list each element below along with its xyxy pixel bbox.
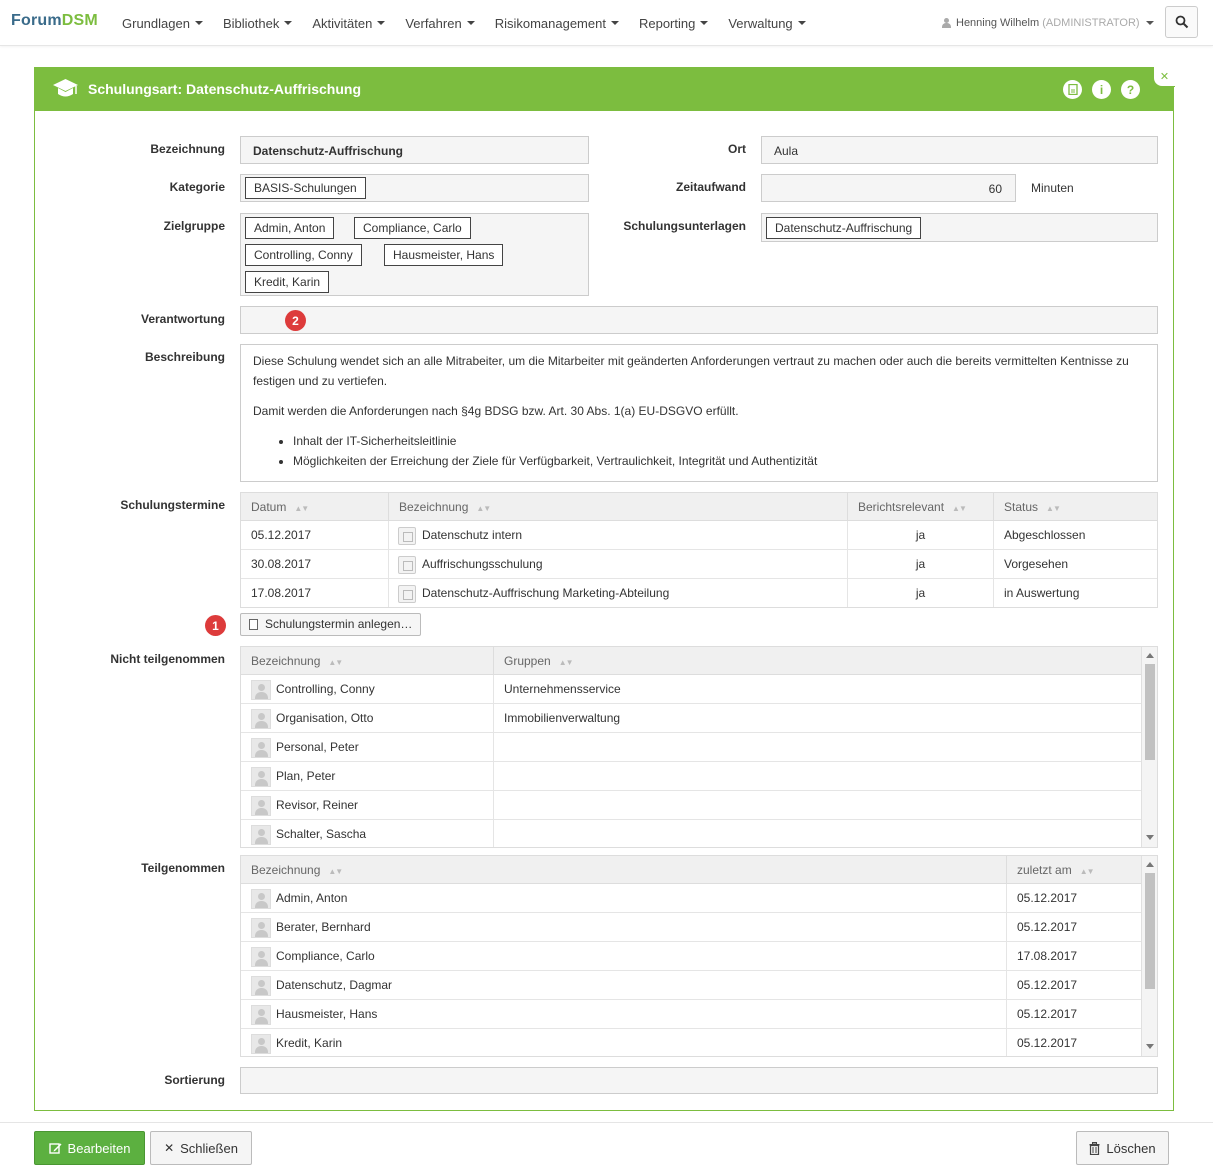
column-header-gruppen[interactable]: Gruppen ▲▼ — [494, 647, 1141, 675]
table-row[interactable] — [241, 550, 1158, 579]
user-role: (ADMINISTRATOR) — [1042, 17, 1140, 29]
help-icon[interactable]: ? — [1121, 80, 1140, 99]
cell-status: Vorgesehen — [1004, 557, 1069, 571]
training-date-icon — [398, 527, 416, 545]
bezeichnung-label: Bezeichnung — [150, 142, 225, 156]
scroll-up-icon[interactable] — [1146, 653, 1154, 658]
cell-bezeichnung: Datenschutz intern — [389, 521, 848, 550]
person-icon — [251, 767, 271, 787]
table-row[interactable] — [241, 820, 1141, 848]
file-icon — [249, 619, 258, 630]
vertical-scrollbar[interactable] — [1141, 856, 1157, 1056]
scroll-up-icon[interactable] — [1146, 862, 1154, 867]
scroll-thumb[interactable] — [1145, 873, 1155, 989]
cell-gruppen: Immobilienverwaltung — [504, 711, 621, 725]
sort-icon: ▲▼ — [328, 658, 343, 667]
bezeichnung-value: Datenschutz-Auffrischung — [253, 144, 403, 158]
column-header-bezeichnung[interactable]: Bezeichnung ▲▼ — [241, 856, 1007, 884]
cell-bezeichnung: Hausmeister, Hans — [241, 1000, 1007, 1029]
table-row[interactable] — [241, 1029, 1141, 1057]
cell-datum: 30.08.2017 — [241, 550, 389, 579]
zielgruppe-tag[interactable]: Hausmeister, Hans — [384, 244, 503, 266]
caret-down-icon — [467, 21, 475, 25]
column-header-bezeichnung[interactable]: Bezeichnung ▲▼ — [241, 647, 494, 675]
cell-bezeichnung: Kredit, Karin — [241, 1029, 1007, 1057]
cell-bezeichnung: Personal, Peter — [241, 733, 494, 762]
beschreibung-label: Beschreibung — [144, 350, 225, 364]
list-item: • Möglichkeiten der Erreichung der Ziele für Verfügbarkeit, Vertraulichkeit, Integrität und Authentizität — [293, 451, 1145, 471]
nicht-label: Nicht teilgenommen — [110, 652, 225, 666]
cell-gruppen — [494, 762, 1141, 791]
table-header — [241, 647, 1141, 675]
caret-down-icon — [1146, 21, 1154, 25]
graduation-cap-icon — [52, 78, 79, 100]
person-icon — [251, 709, 271, 729]
beschreibung-paragraph: Damit werden die Anforderungen nach §4g BDSG bzw. Art. 30 Abs. 1(a) EU-DSGVO erfüllt. — [253, 404, 739, 418]
cell-datum: 17.08.2017 — [241, 579, 389, 608]
termine-label: Schulungstermine — [120, 498, 225, 512]
cell-bezeichnung: Schalter, Sascha — [241, 820, 494, 848]
zeitaufwand-unit: Minuten — [1031, 181, 1074, 195]
column-header-datum[interactable]: Datum ▲▼ — [241, 493, 389, 521]
column-header-bezeichnung[interactable]: Bezeichnung ▲▼ — [389, 493, 848, 521]
cell-berichtsrelevant: ja — [848, 579, 994, 608]
cell-zuletzt-am: 05.12.2017 — [1017, 920, 1078, 934]
nav-risikomanagement[interactable]: Risikomanagement — [485, 0, 629, 46]
training-date-icon — [398, 556, 416, 574]
table-row[interactable] — [241, 884, 1141, 913]
main-nav — [112, 0, 816, 46]
sort-icon: ▲▼ — [476, 504, 491, 513]
ort-value: Aula — [774, 144, 799, 158]
cell-datum: 05.12.2017 — [241, 521, 389, 550]
unterlagen-label: Schulungsunterlagen — [623, 219, 746, 233]
table-row[interactable] — [241, 791, 1141, 820]
caret-down-icon — [195, 21, 203, 25]
brand-logo[interactable]: ForumDSM — [11, 12, 98, 29]
beschreibung-paragraph: Diese Schulung wendet sich an alle Mitrabeiter, um die Mitarbeiter mit geänderten Anforderungen vertraut zu machen oder auch die bereits vermittelten Kentnisse zu festigen und zu vertiefen. — [253, 354, 1129, 388]
cell-bezeichnung: Datenschutz, Dagmar — [241, 971, 1007, 1000]
kategorie-field — [240, 174, 589, 202]
cell-bezeichnung: Plan, Peter — [241, 762, 494, 791]
cell-bezeichnung: Organisation, Otto — [241, 704, 494, 733]
scroll-thumb[interactable] — [1145, 664, 1155, 760]
sortierung-field — [240, 1067, 1158, 1094]
beschreibung-list — [293, 431, 1145, 471]
person-icon — [251, 825, 271, 845]
zielgruppe-tag[interactable]: Controlling, Conny — [245, 244, 362, 266]
zielgruppe-tag[interactable]: Admin, Anton — [245, 217, 334, 239]
cell-zuletzt-am: 05.12.2017 — [1017, 1007, 1078, 1021]
cell-bezeichnung: Datenschutz-Auffrischung Marketing-Abteilung — [389, 579, 848, 608]
teil-label: Teilgenommen — [141, 861, 225, 875]
person-icon — [251, 1034, 271, 1054]
list-item: • Inhalt der IT-Sicherheitsleitlinie — [293, 431, 1145, 451]
cell-gruppen — [494, 733, 1141, 762]
termine-table — [240, 492, 1158, 608]
add-termin-button[interactable]: Schulungstermin anlegen… — [240, 613, 421, 636]
edit-icon — [49, 1142, 62, 1155]
table-row[interactable] — [241, 704, 1141, 733]
sortierung-label: Sortierung — [164, 1073, 225, 1087]
cell-zuletzt-am: 05.12.2017 — [1017, 1036, 1078, 1050]
sort-icon: ▲▼ — [952, 504, 966, 513]
cell-gruppen — [494, 791, 1141, 820]
person-icon — [251, 918, 271, 938]
zielgruppe-field — [240, 213, 589, 296]
unterlagen-field — [761, 213, 1158, 242]
table-header — [241, 493, 1158, 521]
zielgruppe-tag[interactable]: Compliance, Carlo — [354, 217, 471, 239]
person-icon — [251, 738, 271, 758]
person-icon — [251, 1005, 271, 1025]
cell-zuletzt-am: 17.08.2017 — [1017, 949, 1078, 963]
cell-berichtsrelevant: ja — [848, 521, 994, 550]
cell-berichtsrelevant: ja — [848, 550, 994, 579]
ort-field — [761, 136, 1158, 164]
edit-button[interactable]: Bearbeiten — [34, 1131, 145, 1165]
zeitaufwand-value: 60 — [988, 182, 1002, 196]
cell-zuletzt-am: 05.12.2017 — [1017, 978, 1078, 992]
close-panel-icon[interactable]: ✕ — [1153, 67, 1175, 87]
panel-title: Schulungsart: Datenschutz-Auffrischung — [88, 81, 362, 97]
ort-label: Ort — [728, 142, 746, 156]
search-button[interactable] — [1165, 6, 1198, 38]
scroll-down-icon[interactable] — [1146, 835, 1154, 840]
person-icon — [251, 680, 271, 700]
table-row[interactable] — [241, 521, 1158, 550]
column-header-zuletzt-am[interactable]: zuletzt am ▲▼ — [1007, 856, 1141, 884]
column-header-status[interactable]: Status ▲▼ — [994, 493, 1158, 521]
sort-icon: ▲▼ — [294, 504, 309, 513]
person-icon — [251, 947, 271, 967]
vertical-scrollbar[interactable] — [1141, 647, 1157, 847]
cell-gruppen — [494, 820, 1141, 848]
sort-icon: ▲▼ — [328, 867, 343, 876]
cell-bezeichnung: Compliance, Carlo — [241, 942, 1007, 971]
callout-badge-1: 1 — [205, 615, 226, 636]
table-row[interactable] — [241, 733, 1141, 762]
table-header — [241, 856, 1141, 884]
person-icon — [251, 889, 271, 909]
nav-verfahren[interactable]: Verfahren — [395, 0, 484, 46]
verantwortung-label: Verantwortung — [140, 312, 225, 326]
sort-icon: ▲▼ — [1079, 867, 1094, 876]
teil-table — [240, 855, 1158, 1057]
nicht-table — [240, 646, 1158, 848]
table-row[interactable] — [241, 579, 1158, 608]
beschreibung-text — [240, 344, 1158, 482]
nav-reporting[interactable]: Reporting — [629, 0, 718, 46]
nav-aktivitaeten[interactable]: Aktivitäten — [302, 0, 395, 46]
caret-down-icon — [700, 21, 708, 25]
kategorie-label: Kategorie — [169, 180, 225, 194]
cell-bezeichnung: Revisor, Reiner — [241, 791, 494, 820]
nav-bibliothek[interactable]: Bibliothek — [213, 0, 302, 46]
zielgruppe-label: Zielgruppe — [163, 219, 225, 233]
info-icon[interactable]: i — [1092, 80, 1111, 99]
pdf-export-icon[interactable] — [1063, 80, 1082, 99]
cell-bezeichnung: Auffrischungsschulung — [389, 550, 848, 579]
cell-status: Abgeschlossen — [1004, 528, 1086, 542]
cell-bezeichnung: Berater, Bernhard — [241, 913, 1007, 942]
kategorie-tag[interactable]: BASIS-Schulungen — [245, 177, 366, 199]
panel-header — [35, 68, 1173, 111]
user-name: Henning Wilhelm — [956, 17, 1040, 29]
caret-down-icon — [798, 21, 806, 25]
unterlagen-tag[interactable]: Datenschutz-Auffrischung — [766, 217, 921, 239]
footer-bar — [0, 1122, 1213, 1165]
table-row[interactable] — [241, 675, 1141, 704]
bezeichnung-field — [240, 136, 589, 164]
person-icon — [251, 976, 271, 996]
cell-gruppen: Unternehmensservice — [504, 682, 621, 696]
search-icon — [1175, 15, 1189, 29]
caret-down-icon — [377, 21, 385, 25]
cell-bezeichnung: Controlling, Conny — [241, 675, 494, 704]
user-icon — [942, 18, 951, 28]
nav-grundlagen[interactable]: Grundlagen — [112, 0, 213, 46]
table-row[interactable] — [241, 942, 1141, 971]
trash-icon — [1089, 1142, 1100, 1155]
callout-badge-2: 2 — [285, 310, 306, 331]
zeitaufwand-label: Zeitaufwand — [675, 180, 746, 194]
delete-button[interactable]: Löschen — [1076, 1131, 1169, 1165]
scroll-down-icon[interactable] — [1146, 1044, 1154, 1049]
zielgruppe-tag[interactable]: Kredit, Karin — [245, 271, 329, 293]
sort-icon: ▲▼ — [558, 658, 573, 667]
person-icon — [251, 796, 271, 816]
nav-verwaltung[interactable]: Verwaltung — [718, 0, 815, 46]
verantwortung-field — [240, 306, 1158, 334]
caret-down-icon — [611, 21, 619, 25]
column-header-berichtsrelevant[interactable]: Berichtsrelevant ▲▼ — [848, 493, 994, 521]
user-menu[interactable] — [942, 0, 1154, 46]
close-button[interactable]: ✕ Schließen — [150, 1131, 252, 1165]
top-navbar — [0, 0, 1213, 46]
zeitaufwand-field — [761, 174, 1016, 202]
cell-zuletzt-am: 05.12.2017 — [1017, 891, 1078, 905]
close-icon: ✕ — [164, 1141, 175, 1155]
cell-status: in Auswertung — [1004, 586, 1080, 600]
table-row[interactable] — [241, 913, 1141, 942]
caret-down-icon — [284, 21, 292, 25]
table-row[interactable] — [241, 1000, 1141, 1029]
table-row[interactable] — [241, 762, 1141, 791]
training-date-icon — [398, 585, 416, 603]
table-row[interactable] — [241, 971, 1141, 1000]
cell-bezeichnung: Admin, Anton — [241, 884, 1007, 913]
sort-icon: ▲▼ — [1046, 504, 1060, 513]
